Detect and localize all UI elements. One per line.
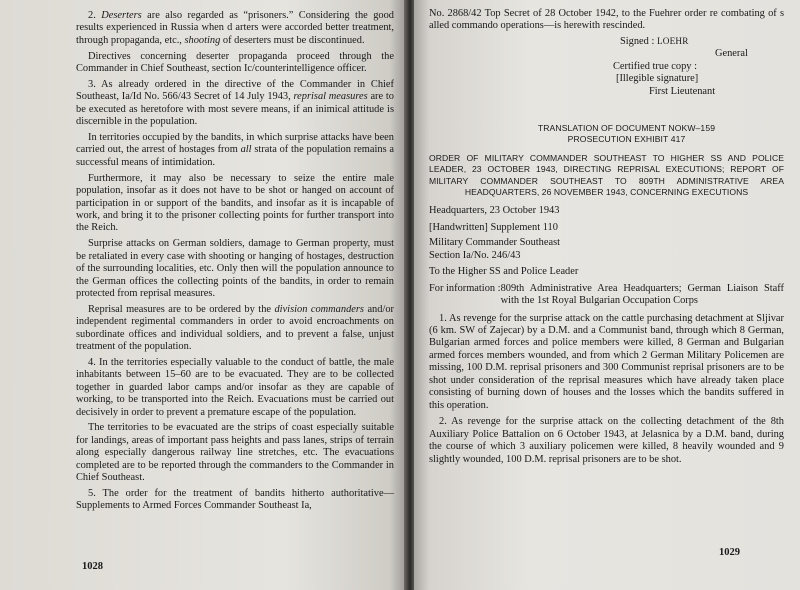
exhibit-heading: PROSECUTION EXHIBIT 417 <box>567 134 686 145</box>
left-paragraph <box>76 422 394 484</box>
rescinded-paragraph: No. 2868/42 Top Secret of 28 October 1942, to the Fuehrer order re combating of s alled commando operations—is herewith rescinded. <box>429 8 784 32</box>
certified-copy: Certified true copy : <box>613 60 697 72</box>
order-title: ORDER OF MILITARY COMMANDER SOUTHEAST TO HIGHER SS AND POLICE LEADER, 23 OCTOBER 1943, DIRECTING REPRISAL EXECUTIONS; REPORT OF MILITARY COMMANDER SOUTHEAST TO 809TH ADMINISTRATIVE AREA HEADQUARTERS, 26 NOVEMBER 1943, CONCERNING EXECUTIONS <box>429 153 784 198</box>
sender-line-1: Military Commander Southeast <box>429 237 561 249</box>
emphasized-text: shooting <box>184 34 221 46</box>
paragraph-text: Surprise attacks on German soldiers, damage to German property, must be retaliated in every case with shooting or hanging of hostages, destruction of the surrounding localities, etc. Only then will the population announce to the German offices the collecting points of the bandits, in order to remain protected from reprisal measures. <box>76 238 394 299</box>
left-paragraph <box>76 132 394 169</box>
signed-label: Signed : <box>620 35 657 47</box>
certifying-officer-rank: First Lieutenant <box>649 85 716 97</box>
illegible-signature: [Illegible signature] <box>616 73 699 85</box>
emphasized-text: division commanders <box>274 303 364 315</box>
left-paragraph <box>76 51 394 76</box>
for-information-block <box>429 283 784 308</box>
left-paragraph <box>76 357 394 419</box>
supplement-note: [Handwritten] Supplement 110 <box>429 221 558 233</box>
left-paragraph <box>76 79 394 129</box>
paragraph-text: and/or independent regimental commanders in order to avoid encroachments on subordinate offices and individual soldiers, and to prevent a false, unjust treatment of the population. <box>76 303 394 353</box>
headquarters-date: Headquarters, 23 October 1943 <box>429 205 560 217</box>
paragraph-text: Reprisal measures are to be ordered by the <box>88 303 275 315</box>
paragraph-text: of deserters must be discontinued. <box>220 34 365 46</box>
right-page-text <box>429 8 784 470</box>
order-paragraph-1: 1. As revenge for the surprise attack on the cattle purchasing detachment at Sljivar (6 km. SW of Zajecar) by a D.M. and a Communist band, through which 8 German, Bulgarian armed forces and police members were killed, 8 German and Bulgarian armed forces members wounded, and from which 2 German Military Policemen are missing, 100 D.M. reprisal prisoners and 300 Communist reprisal prisoners are to be shot under consideration of the reprisal measures which have already taken place consisting of burning down of houses and the losses which the bandits suffered in this operation. <box>429 312 784 411</box>
paragraph-text: The territories to be evacuated are the strips of coast especially suitable for landings, areas of important pass heights and pass lanes, strips of terrain along especially dangerous railway line stretches, etc. The evacuations completed are to be reported through the commanders to the Commander in Chief Southeast. <box>76 422 394 484</box>
left-page-text <box>76 10 394 516</box>
left-paragraph <box>76 304 394 354</box>
signed-name: LOEHR <box>656 35 689 46</box>
paragraph-text: 3. As already ordered in the directive of the Commander in Chief Southeast, Ia/Id No. 566/43 Secret of 14 July 1943, <box>76 78 394 103</box>
emphasized-text: all <box>240 144 252 156</box>
addressee-line: To the Higher SS and Police Leader <box>429 266 579 278</box>
paragraph-text: strata of the population remains a successful means of intimidation. <box>76 144 394 168</box>
for-information-label: For information : <box>429 282 501 294</box>
paragraph-text: Directives concerning deserter propaganda proceed through the Commander in Chief Southeast, section Ic/counterintelligence officer. <box>76 50 394 75</box>
paragraph-text: are also regarded as “prisoners.” Considering the good results experienced in Russia when d arters were accorded better treatment, through propaganda, etc., <box>76 10 395 46</box>
document-heading: TRANSLATION OF DOCUMENT NOKW–159 <box>537 123 716 134</box>
left-paragraph <box>76 488 394 513</box>
right-page-number: 1029 <box>719 547 740 558</box>
emphasized-text: reprisal measures <box>293 91 368 103</box>
emphasized-text: Deserters <box>101 10 142 21</box>
left-paragraph <box>76 238 394 300</box>
signature-block <box>613 35 784 98</box>
paragraph-text: In territories occupied by the bandits, in which surprise attacks have been carried out, the arrest of hostages from <box>76 131 394 156</box>
paragraph-text: 2. <box>88 10 102 21</box>
signer-rank: General <box>715 48 748 60</box>
paragraph-text: are to be executed as heretofore with most severe means, if an inimical attitude is discernible in the population. <box>76 91 394 128</box>
sender-line-2: Section Ia/No. 246/43 <box>429 249 521 261</box>
right-page <box>414 0 800 590</box>
order-paragraph-2: 2. As revenge for the surprise attack on the collecting detachment of the 8th Auxiliary Police Battalion on 6 October 1943, at Jelasnica by a D.M. band, during the course of which 3 auxiliary policemen were killed, 8 heavily wounded and 9 slightly wounded, 100 D.M. reprisal prisoners are to be shot. <box>429 416 784 465</box>
left-page-number: 1028 <box>82 561 103 572</box>
paragraph-text: Furthermore, it may also be necessary to seize the entire male population, insofar as it does not have to be shot or hanged on account of participation in or support of the bandits, and insofar as it is incapable of work, and bring it to the prisoner collecting points for further transport into the Reich. <box>76 172 394 234</box>
paragraph-text: 5. The order for the treatment of bandits hitherto authoritative—Supplements to Armed Forces Commander Southeast Ia, <box>76 487 394 512</box>
left-paragraph <box>76 173 394 235</box>
paragraph-text: 4. In the territories especially valuable to the conduct of battle, the male inhabitants between 15–60 are to be evacuated. They are to be collected together in guarded labor camps and/or insofar as they are capable of working, to be transported into the Reich. Evacuations must be carried out decisively in order to prevent a premature escape of the population. <box>76 356 394 418</box>
left-paragraph <box>76 10 394 47</box>
for-information-recipients: 809th Administrative Area Headquarters; German Liaison Staff with the 1st Royal Bulgarian Occupation Corps <box>500 282 784 307</box>
